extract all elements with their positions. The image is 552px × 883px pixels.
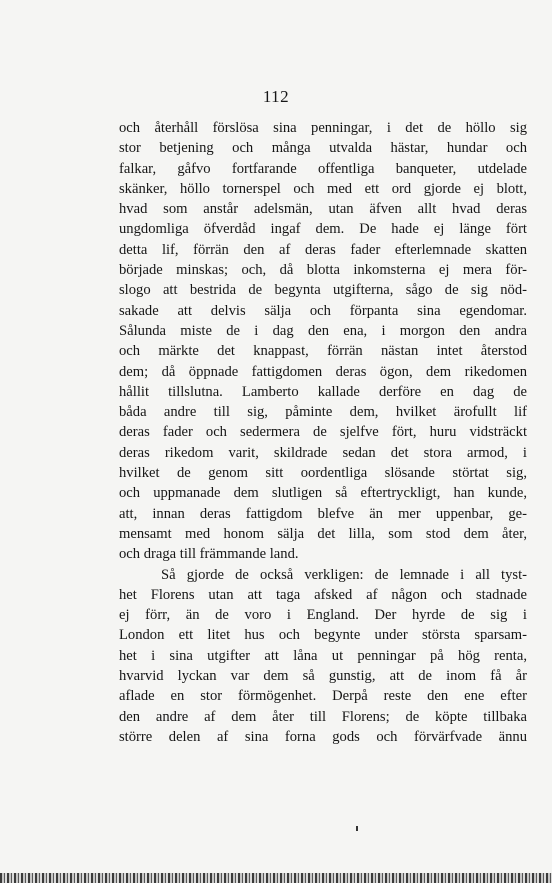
text-line: större delen af sina forna gods och förvärfvade ännu	[119, 728, 527, 745]
text-line: sakade att delvis sälja och förpanta sina egendomar.	[119, 302, 527, 319]
print-speck	[356, 826, 358, 831]
text-line: ungdomliga öfverdåd ingaf dem. De hade ej länge fört	[119, 221, 527, 238]
text-line: började minskas; och, då blotta inkomsterna ej mera för-	[119, 262, 527, 279]
text-line: het i sina utgifter att låna ut penningar på hög renta,	[119, 647, 527, 664]
text-line: deras rikedom varit, skildrade sedan det stora armod, i	[119, 444, 527, 461]
page-number: 112	[262, 87, 290, 106]
text-line: och uppmanade dem slutligen så eftertryckligt, han kunde,	[119, 485, 527, 502]
page-edge	[0, 873, 552, 883]
text-line: den andre af dem åter till Florens; de köpte tillbaka	[119, 708, 527, 725]
text-line: London ett litet hus och begynte under största sparsam-	[119, 627, 527, 644]
text-line: hvarvid lyckan var dem så gunstig, att de inom få år	[119, 668, 527, 685]
text-line: ej förr, än de voro i England. Der hyrde de sig i	[119, 607, 527, 624]
text-line: het Florens utan att taga afsked af någon och stadnade	[119, 586, 527, 603]
text-line: Sålunda miste de i dag den ena, i morgon den andra	[119, 322, 527, 339]
body-text	[119, 118, 527, 747]
text-line: hvad som anstår adelsmän, utan äfven allt hvad deras	[119, 201, 527, 218]
text-line: skänker, höllo tornerspel och med ett ord gjorde ej blott,	[119, 180, 527, 197]
text-line: Så gjorde de också verkligen: de lemnade i all tyst-	[161, 566, 527, 583]
text-line: hvilket de genom sitt oordentliga slösande störtat sig,	[119, 465, 527, 482]
text-line: dem; då öppnade fattigdomen deras ögon, dem rikedomen	[119, 363, 527, 380]
text-line: falkar, gåfvo fortfarande offentliga banqueter, utdelade	[119, 160, 527, 177]
text-line: hållit tillslutna. Lamberto kallade derföre en dag de	[119, 383, 527, 400]
text-line: och återhåll förslösa sina penningar, i det de höllo sig	[119, 120, 527, 136]
text-line: aflade en stor förmögenhet. Derpå reste den ene efter	[119, 688, 527, 705]
text-line: slogo att bestrida de begynta utgifterna, sågo de sig nöd-	[119, 282, 527, 299]
text-line: och märkte det knappast, förrän nästan intet återstod	[119, 343, 527, 360]
text-line: och draga till främmande land.	[119, 546, 299, 563]
text-line: att, innan deras fattigdom blefve än mer uppenbar, ge-	[119, 505, 527, 522]
text-line: båda andre till sig, påminte dem, hvilket ärofullt lif	[119, 404, 527, 421]
text-line: stor betjening och många utvalda hästar, hundar och	[119, 140, 527, 157]
text-line: mensamt med honom sälja det lilla, som stod dem åter,	[119, 525, 527, 542]
text-line: deras fader och sedermera de sjelfve fört, huru vidsträckt	[119, 424, 527, 441]
text-line: detta lif, förrän den af deras fader efterlemnade skatten	[119, 241, 527, 258]
